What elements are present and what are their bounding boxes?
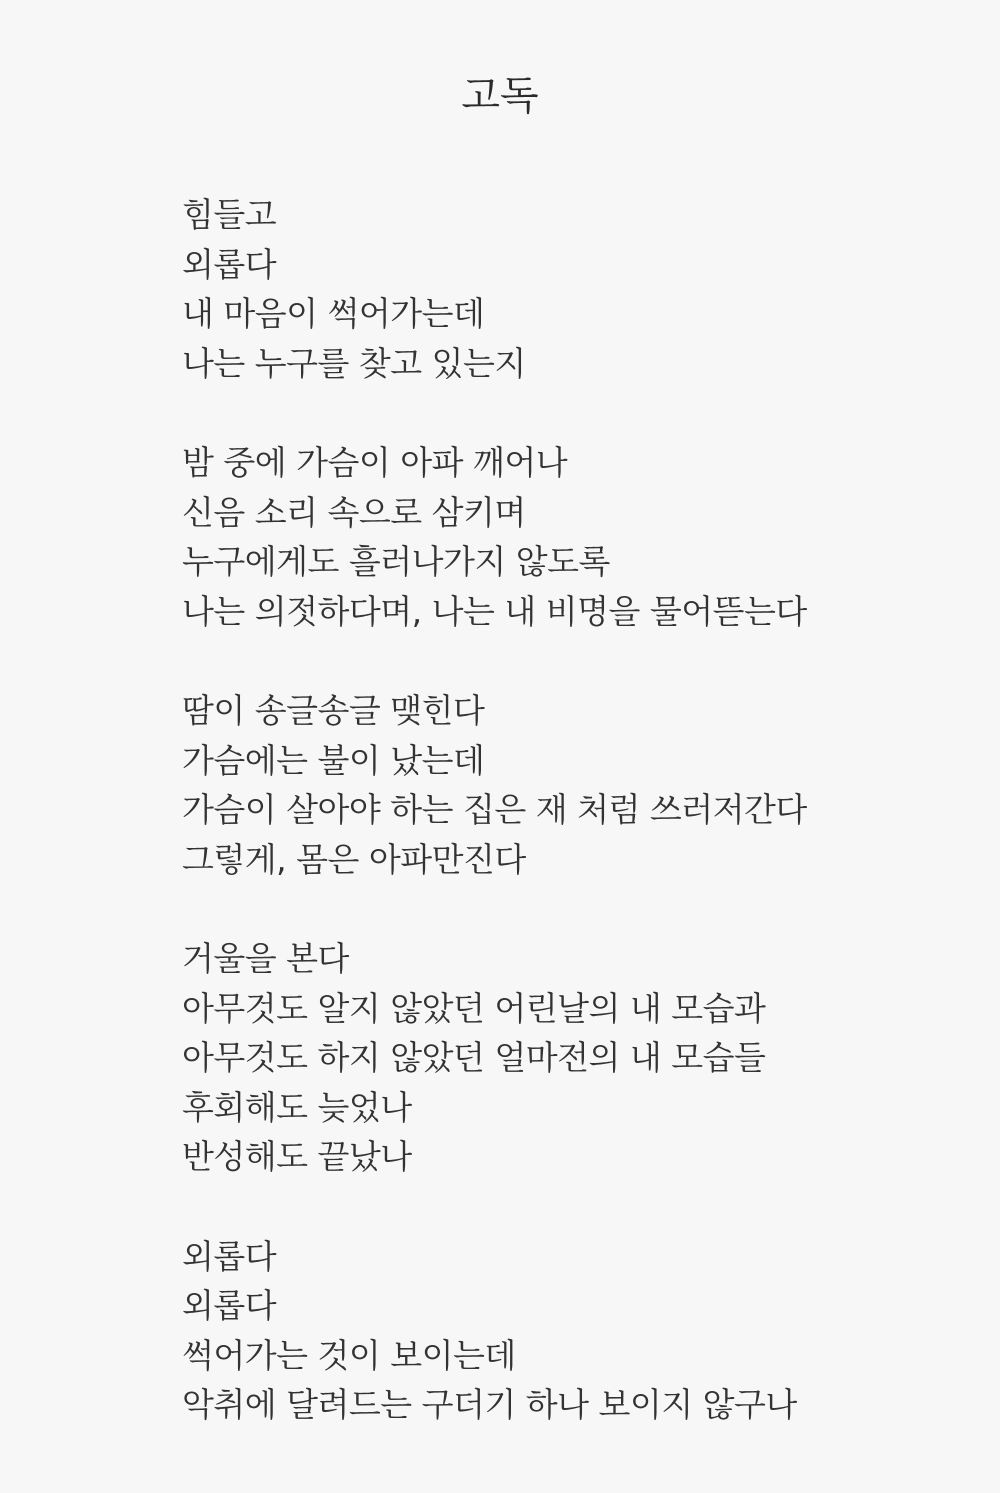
poem-line: 외롭다 <box>182 1286 277 1325</box>
poem-line: 악취에 달려드는 구더기 하나 보이지 않구나 <box>182 1385 797 1424</box>
poem-line: 가슴이 살아야 하는 집은 재 처럼 쓰러저간다 <box>182 790 807 829</box>
poem-title: 고독 <box>461 73 539 119</box>
poem-line: 아무것도 알지 않았던 어린날의 내 모습과 <box>182 988 766 1028</box>
poem-line: 그렇게, 몸은 아파만진다 <box>182 839 526 879</box>
stanza-5 <box>182 1232 962 1430</box>
stanza-3 <box>182 686 962 884</box>
poem-line: 밤 중에 가슴이 아파 깨어나 <box>182 443 568 482</box>
poem-line: 힘들고 <box>182 195 277 234</box>
poem-line: 반성해도 끝났나 <box>182 1137 412 1176</box>
poem-line: 외롭다 <box>182 1236 277 1276</box>
poem-line: 내 마음이 썩어가는데 <box>182 294 485 333</box>
poem-line: 나는 의젓하다며, 나는 내 비명을 물어뜯는다 <box>182 591 807 631</box>
poem-line: 신음 소리 속으로 삼키며 <box>182 492 526 532</box>
poem-line: 땀이 송글송글 맺힌다 <box>182 691 485 730</box>
poem-body <box>182 190 962 1480</box>
poem-line: 누구에게도 흘러나가지 않도록 <box>182 542 610 581</box>
poem-line: 가슴에는 불이 났는데 <box>182 740 485 780</box>
stanza-4 <box>182 934 962 1182</box>
poem-line: 거울을 본다 <box>182 939 349 978</box>
poem-line: 후회해도 늦었나 <box>182 1087 412 1127</box>
poem-line: 썩어가는 것이 보이는데 <box>182 1335 516 1375</box>
poem-line: 외롭다 <box>182 244 277 284</box>
stanza-1 <box>182 190 962 388</box>
stanza-2 <box>182 438 962 636</box>
poem-line: 아무것도 하지 않았던 얼마전의 내 모습들 <box>182 1038 766 1077</box>
poem-line: 나는 누구를 찾고 있는지 <box>182 343 526 383</box>
